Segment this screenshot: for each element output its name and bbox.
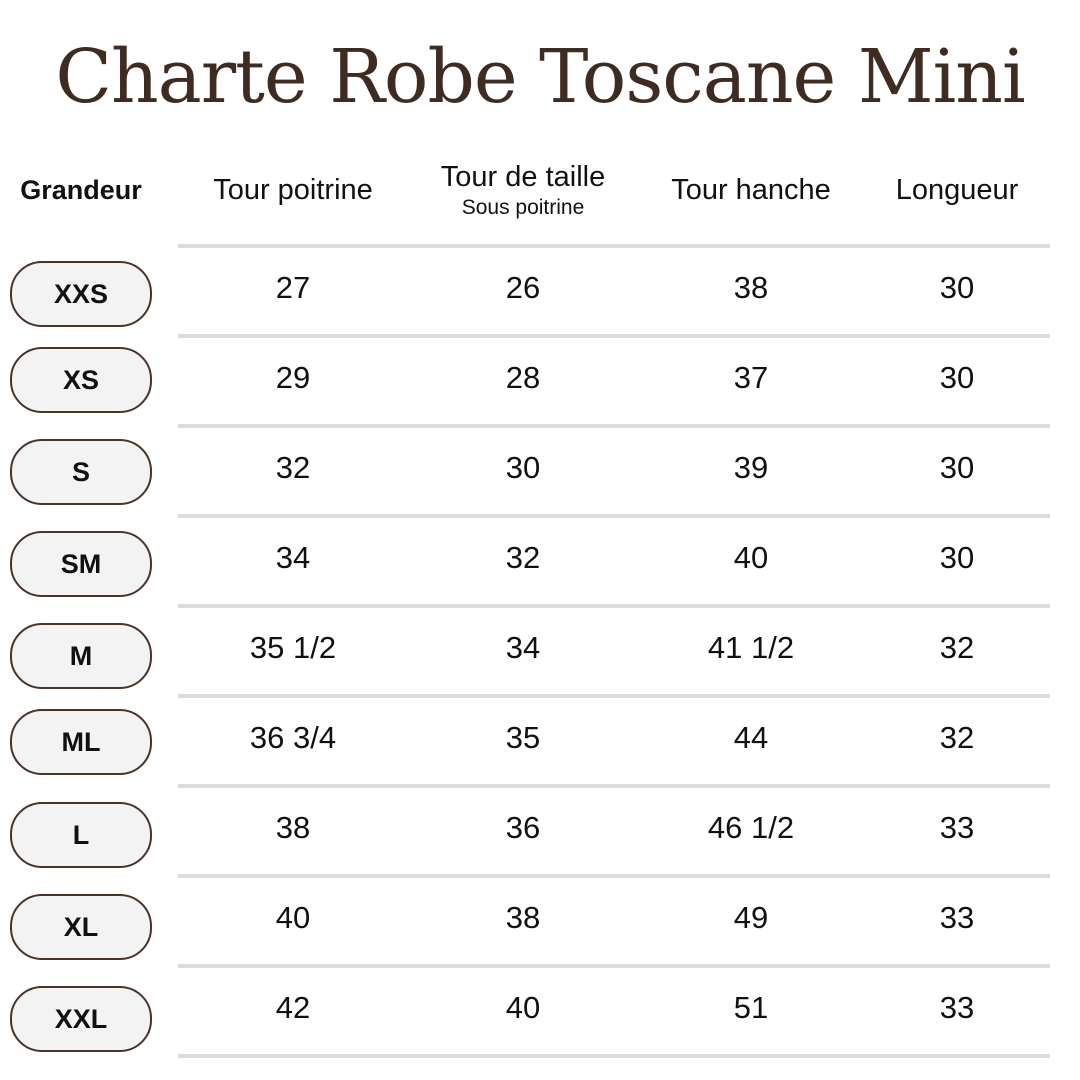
header-grandeur-label: Grandeur	[20, 174, 142, 205]
header-longueur	[857, 140, 1057, 240]
cell-tour-hanche: 44	[733, 720, 769, 755]
cell-tour-hanche: 49	[733, 900, 769, 935]
cell-tour-taille: 34	[505, 630, 541, 665]
cell-longueur: 33	[939, 990, 975, 1025]
table-row	[0, 429, 1080, 519]
cell-longueur: 30	[939, 450, 975, 485]
cell-tour-taille: 32	[505, 540, 541, 575]
cell-tour-taille: 36	[505, 810, 541, 845]
cell-longueur: 33	[939, 900, 975, 935]
table-row	[0, 789, 1080, 879]
cell-tour-poitrine: 42	[275, 990, 311, 1025]
size-badge: M	[10, 623, 152, 689]
header-tour-taille-label: Tour de taille	[440, 161, 606, 193]
table-row	[0, 699, 1080, 789]
size-badge: SM	[10, 531, 152, 597]
cell-tour-hanche: 46 1/2	[707, 810, 795, 845]
cell-tour-hanche: 40	[733, 540, 769, 575]
table-row	[0, 339, 1080, 429]
table-row	[0, 609, 1080, 699]
cell-longueur: 32	[939, 630, 975, 665]
cell-tour-poitrine: 27	[275, 270, 311, 305]
size-badge: L	[10, 802, 152, 868]
cell-tour-taille: 38	[505, 900, 541, 935]
cell-tour-poitrine: 36 3/4	[249, 720, 337, 755]
cell-tour-taille: 35	[505, 720, 541, 755]
cell-tour-hanche: 51	[733, 990, 769, 1025]
size-badge: ML	[10, 709, 152, 775]
cell-tour-taille: 30	[505, 450, 541, 485]
cell-tour-taille: 26	[505, 270, 541, 305]
header-tour-taille-sublabel: Sous poitrine	[461, 196, 585, 219]
cell-longueur: 30	[939, 270, 975, 305]
cell-tour-poitrine: 40	[275, 900, 311, 935]
size-badge: S	[10, 439, 152, 505]
table-row	[0, 969, 1080, 1059]
table-row	[0, 249, 1080, 339]
cell-tour-hanche: 37	[733, 360, 769, 395]
cell-tour-hanche: 39	[733, 450, 769, 485]
table-row	[0, 879, 1080, 969]
header-tour-poitrine	[193, 140, 393, 240]
size-badge: XXL	[10, 986, 152, 1052]
cell-tour-poitrine: 29	[275, 360, 311, 395]
cell-tour-poitrine: 34	[275, 540, 311, 575]
table-divider	[178, 1054, 1050, 1058]
cell-tour-poitrine: 38	[275, 810, 311, 845]
cell-tour-poitrine: 35 1/2	[249, 630, 337, 665]
header-tour-hanche	[641, 140, 861, 240]
header-longueur-label: Longueur	[895, 174, 1019, 206]
cell-longueur: 30	[939, 360, 975, 395]
size-badge: XL	[10, 894, 152, 960]
cell-longueur: 30	[939, 540, 975, 575]
cell-tour-taille: 40	[505, 990, 541, 1025]
cell-tour-taille: 28	[505, 360, 541, 395]
header-tour-taille	[403, 140, 643, 240]
header-grandeur	[0, 140, 162, 240]
size-badge: XS	[10, 347, 152, 413]
header-tour-hanche-label: Tour hanche	[671, 174, 831, 206]
cell-tour-hanche: 38	[733, 270, 769, 305]
table-header	[0, 140, 1080, 240]
cell-longueur: 33	[939, 810, 975, 845]
cell-tour-hanche: 41 1/2	[707, 630, 795, 665]
cell-longueur: 32	[939, 720, 975, 755]
header-tour-poitrine-label: Tour poitrine	[213, 174, 373, 206]
cell-tour-poitrine: 32	[275, 450, 311, 485]
size-badge: XXS	[10, 261, 152, 327]
table-row	[0, 519, 1080, 609]
page-title: Charte Robe Toscane Mini	[55, 34, 1025, 120]
